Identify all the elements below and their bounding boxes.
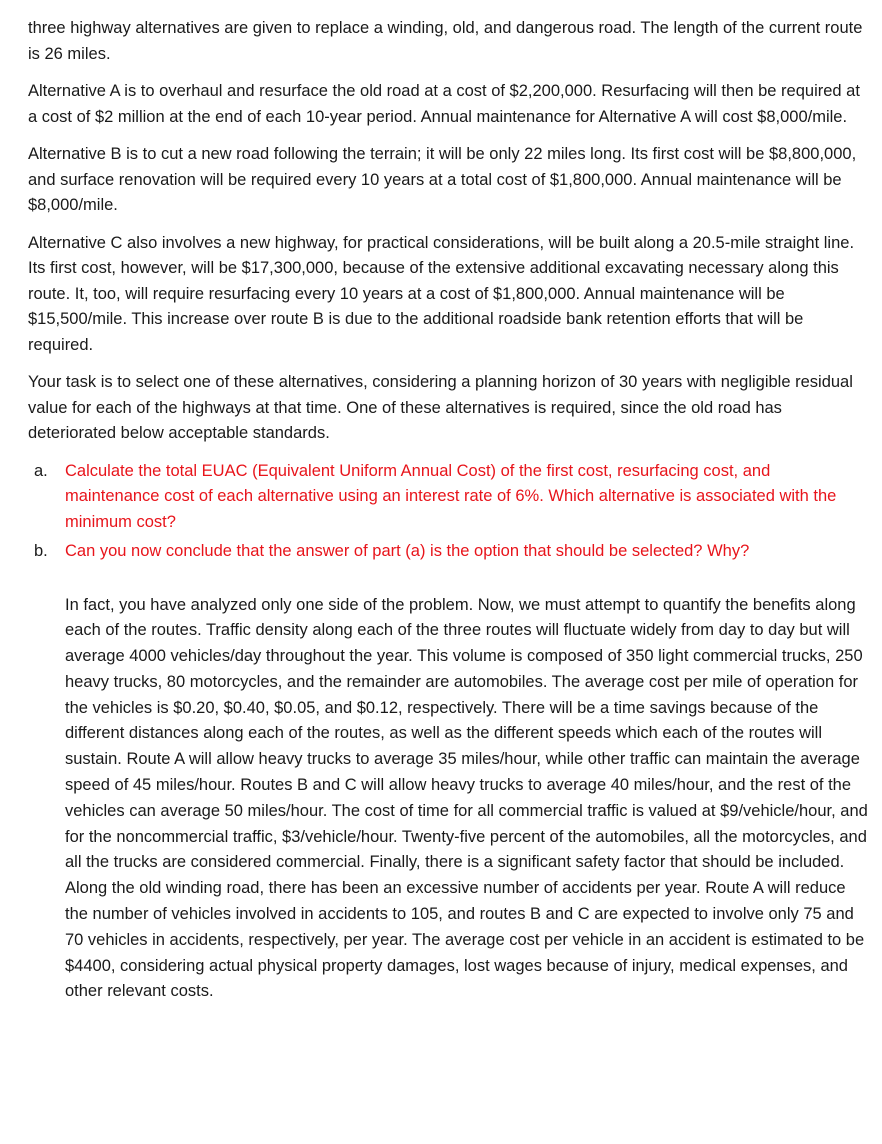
question-marker: a. xyxy=(34,461,48,480)
alternative-b-paragraph: Alternative B is to cut a new road following the terrain; it will be only 22 miles long. Its first cost will be $8,800,000, and surface renovation will be required every 10 years at a total cost of $1,800,000. Annual maintenance will be $8,000/mile. xyxy=(28,145,857,214)
question-list xyxy=(28,459,868,565)
benefits-paragraph: In fact, you have analyzed only one side of the problem. Now, we must attempt to quantify the benefits along each of the routes. Traffic density along each of the three routes will fluctuate widely from day to day but will average 4000 vehicles/day throughout the year. This volume is composed of 350 light commercial trucks, 250 heavy trucks, 80 motorcycles, and the remainder are automobiles. The average cost per mile of operation for the vehicles is $0.20, $0.40, $0.05, and $0.12, respectively. There will be a time savings because of the different distances along each of the routes, as well as the different speeds which each of the routes will sustain. Route A will allow heavy trucks to average 35 miles/hour, while other traffic can maintain the average speed of 45 miles/hour. Routes B and C will allow heavy trucks to average 40 miles/hour, and the rest of the vehicles can average 50 miles/hour. The cost of time for all commercial traffic is valued at $9/vehicle/hour, and for the noncommercial traffic, $3/vehicle/hour. Twenty-five percent of the automobiles, all the motorcycles, and all the trucks are considered commercial. Finally, there is a significant safety factor that should be included. Along the old winding road, there has been an excessive number of accidents per year. Route A will reduce the number of vehicles involved in accidents to 105, and routes B and C are expected to involve only 75 and 70 vehicles in accidents, respectively, per year. The average cost per vehicle in an accident is estimated to be $4400, considering actual physical property damages, lost wages because of injury, medical expenses, and other relevant costs. xyxy=(65,595,868,1001)
question-text: Can you now conclude that the answer of part (a) is the option that should be selected? Why? xyxy=(65,542,750,560)
alternative-c-paragraph: Alternative C also involves a new highway, for practical considerations, will be built along a 20.5-mile straight line. Its first cost, however, will be $17,300,000, because of the extensive additional excavating necessary along this route. It, too, will require resurfacing every 10 years at a cost of $1,800,000. Annual maintenance will be $15,500/mile. This increase over route B is due to the additional roadside bank retention efforts that will be required. xyxy=(28,233,855,354)
question-marker: b. xyxy=(34,542,48,560)
intro-paragraph: three highway alternatives are given to replace a winding, old, and dangerous road. The length of the current route is 26 miles. xyxy=(28,19,863,63)
question-item xyxy=(28,459,868,536)
alternative-a-paragraph: Alternative A is to overhaul and resurface the old road at a cost of $2,200,000. Resurfacing will then be required at a cost of $2 million at the end of each 10-year period. Annual maintenance for Alternative A will cost $8,000/mile. xyxy=(28,82,860,126)
question-item xyxy=(28,539,868,565)
task-paragraph: Your task is to select one of these alternatives, considering a planning horizon of 30 years with negligible residual value for each of the highways at that time. One of these alternatives is required, since the old road has deteriorated below acceptable standards. xyxy=(28,373,853,442)
question-text: Calculate the total EUAC (Equivalent Uniform Annual Cost) of the first cost, resurfacing cost, and maintenance cost of each alternative using an interest rate of 6%. Which alternative is associated with the minimum cost? xyxy=(65,461,837,531)
